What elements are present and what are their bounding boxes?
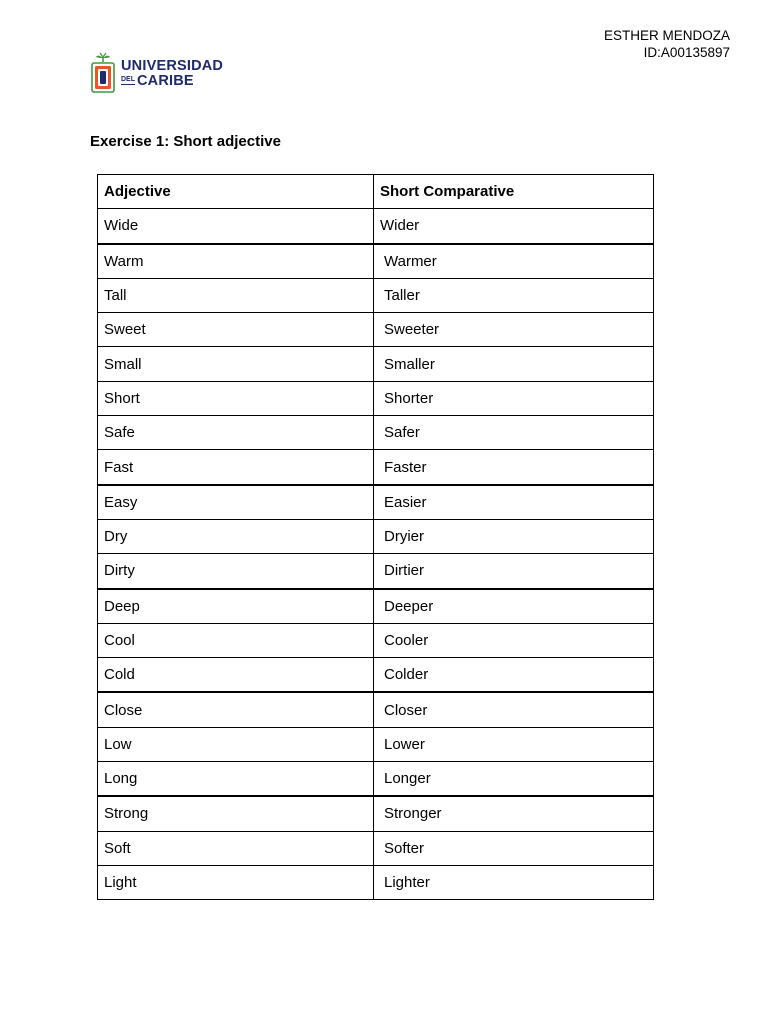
column-header-adjective: Adjective (98, 175, 374, 209)
adjective-cell: Tall (98, 278, 374, 312)
table-row (98, 727, 654, 761)
adjective-cell: Safe (98, 416, 374, 450)
comparative-cell: Taller (374, 278, 654, 312)
table-row (98, 865, 654, 899)
adjective-cell: Deep (98, 589, 374, 624)
comparative-cell: Smaller (374, 347, 654, 381)
author-block (604, 27, 730, 61)
adjective-cell: Strong (98, 796, 374, 831)
table-row (98, 381, 654, 415)
adjective-cell: Fast (98, 450, 374, 485)
adjective-cell: Sweet (98, 313, 374, 347)
table-row (98, 347, 654, 381)
table-row (98, 485, 654, 520)
comparative-cell: Softer (374, 831, 654, 865)
university-logo (90, 52, 223, 94)
table-row (98, 278, 654, 312)
comparative-cell: Deeper (374, 589, 654, 624)
table-row (98, 450, 654, 485)
author-id: ID:A00135897 (643, 45, 730, 60)
comparative-cell: Closer (374, 692, 654, 727)
logo-line-universidad: UNIVERSIDAD (121, 57, 224, 74)
comparative-cell: Dryier (374, 519, 654, 553)
table-row (98, 589, 654, 624)
comparative-cell: Lighter (374, 865, 654, 899)
table-row (98, 658, 654, 693)
adjective-cell: Cold (98, 658, 374, 693)
table-row (98, 554, 654, 589)
comparatives-table (97, 174, 654, 900)
comparative-cell: Shorter (374, 381, 654, 415)
comparative-cell: Sweeter (374, 313, 654, 347)
adjective-cell: Short (98, 381, 374, 415)
adjective-cell: Easy (98, 485, 374, 520)
comparative-cell: Cooler (374, 623, 654, 657)
adjective-cell: Close (98, 692, 374, 727)
adjective-cell: Warm (98, 244, 374, 279)
adjective-cell: Dry (98, 519, 374, 553)
comparative-cell: Dirtier (374, 554, 654, 589)
table-row (98, 762, 654, 797)
adjective-cell: Low (98, 727, 374, 761)
adjective-cell: Small (98, 347, 374, 381)
comparative-cell: Lower (374, 727, 654, 761)
adjective-cell: Wide (98, 209, 374, 244)
table-row (98, 796, 654, 831)
table-row (98, 623, 654, 657)
adjective-cell: Light (98, 865, 374, 899)
table-header-row (98, 175, 654, 209)
comparative-cell: Longer (374, 762, 654, 797)
table-row (98, 244, 654, 279)
logo-line-caribe-row (121, 74, 223, 88)
comparative-cell: Wider (374, 209, 654, 244)
logo-line-caribe: CARIBE (137, 72, 194, 89)
adjective-cell: Dirty (98, 554, 374, 589)
comparative-cell: Stronger (374, 796, 654, 831)
comparative-cell: Colder (374, 658, 654, 693)
column-header-short-comparative: Short Comparative (374, 175, 654, 209)
table-row (98, 519, 654, 553)
logo-wordmark (121, 59, 223, 88)
adjective-cell: Cool (98, 623, 374, 657)
author-name: ESTHER MENDOZA (603, 28, 730, 43)
table-row (98, 831, 654, 865)
adjective-cell: Soft (98, 831, 374, 865)
comparative-cell: Faster (374, 450, 654, 485)
table-row (98, 692, 654, 727)
table-row (98, 313, 654, 347)
logo-del: DEL (121, 76, 135, 83)
table-row (98, 209, 654, 244)
comparative-cell: Warmer (374, 244, 654, 279)
exercise-title: Exercise 1: Short adjective (90, 133, 281, 150)
university-emblem-icon (90, 52, 116, 94)
table-row (98, 416, 654, 450)
adjective-cell: Long (98, 762, 374, 797)
comparative-cell: Easier (374, 485, 654, 520)
comparative-cell: Safer (374, 416, 654, 450)
